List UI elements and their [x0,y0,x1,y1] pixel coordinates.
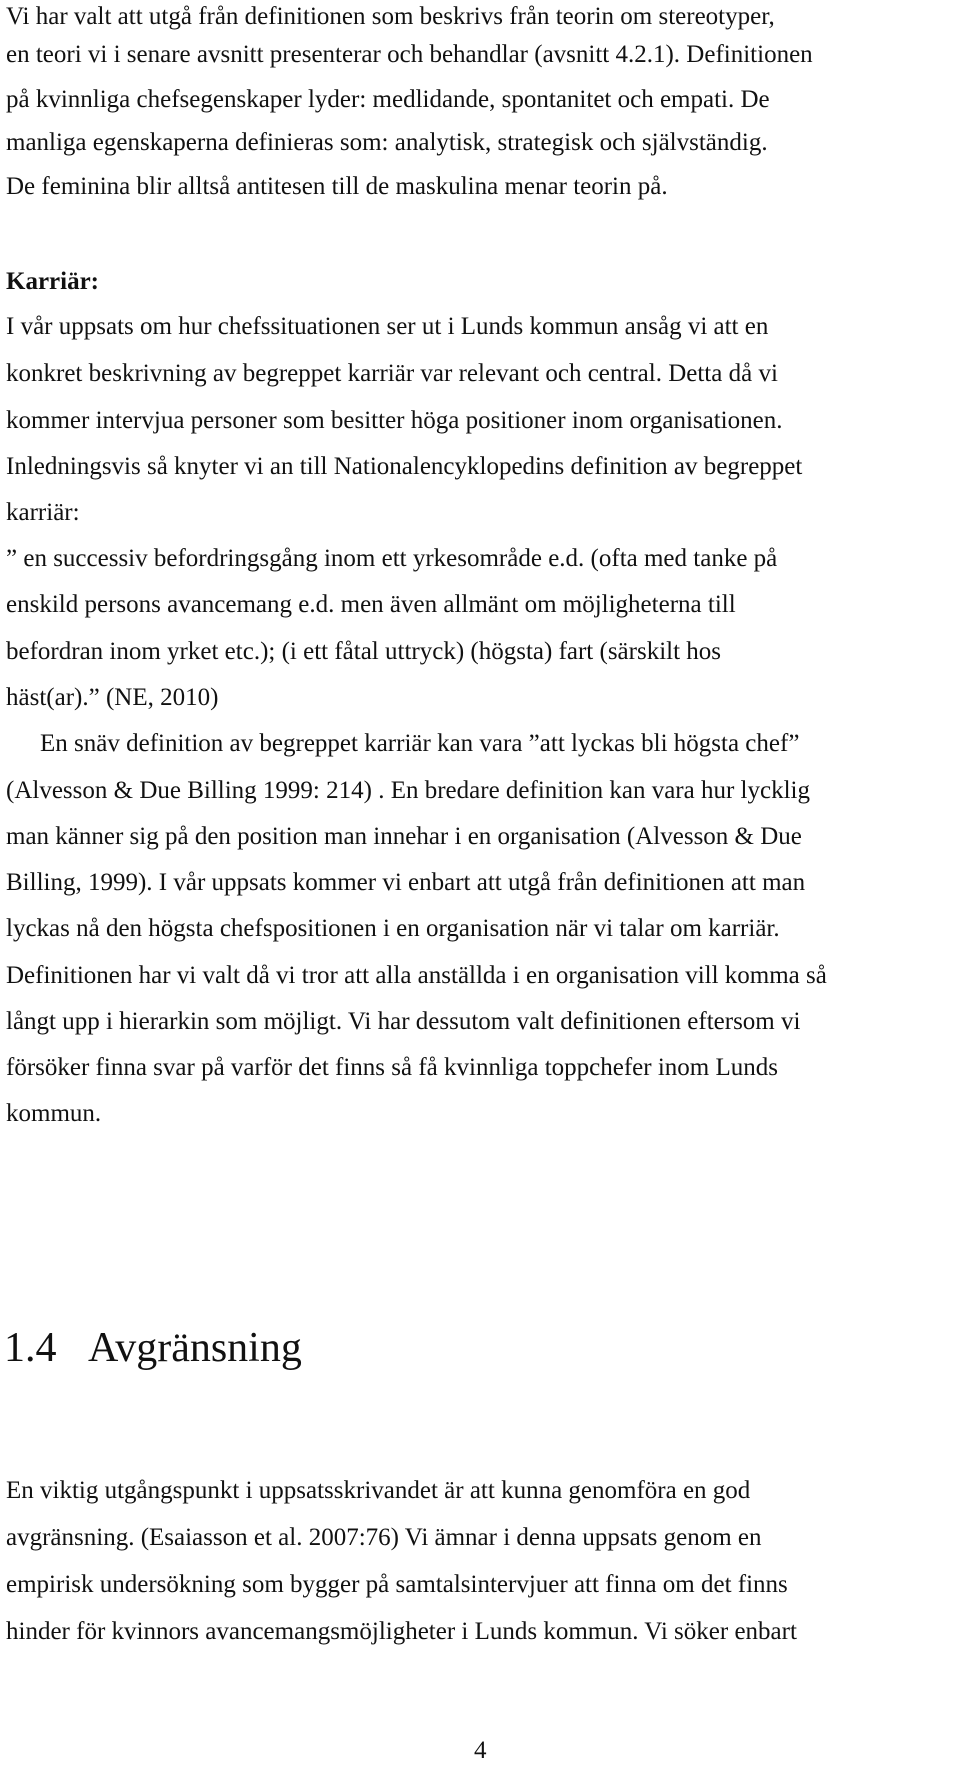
text-line: karriär: [6,499,80,526]
text-line: Inledningsvis så knyter vi an till Nationalencyklopedins definition av begreppet [6,453,803,480]
text-line: De feminina blir alltså antitesen till de maskulina menar teorin på. [6,173,668,200]
karriar-heading: Karriär: [6,268,100,295]
text-line: kommer intervjua personer som besitter höga positioner inom organisationen. [6,407,783,434]
text-line: (Alvesson & Due Billing 1999: 214) . En bredare definition kan vara hur lycklig [6,777,810,804]
quote-line: enskild persons avancemang e.d. men även allmänt om möjligheterna till [6,591,736,618]
text-line: manliga egenskaperna definieras som: analytisk, strategisk och självständig. [6,129,768,156]
text-line: långt upp i hierarkin som möjligt. Vi har dessutom valt definitionen eftersom vi [6,1008,801,1035]
text-line: Vi har valt att utgå från definitionen som beskrivs från teorin om stereotyper, [6,3,775,30]
quote-line: ” en successiv befordringsgång inom ett yrkesområde e.d. (ofta med tanke på [6,545,778,572]
section-heading [4,1323,302,1373]
text-line: empirisk undersökning som bygger på samtalsintervjuer att finna om det finns [6,1571,788,1598]
quote-line: häst(ar).” (NE, 2010) [6,684,219,711]
text-line: I vår uppsats om hur chefssituationen ser ut i Lunds kommun ansåg vi att en [6,313,769,340]
text-line: på kvinnliga chefsegenskaper lyder: medlidande, spontanitet och empati. De [6,86,770,113]
text-line: Definitionen har vi valt då vi tror att alla anställda i en organisation vill komma så [6,962,827,989]
quote-line: befordran inom yrket etc.); (i ett fåtal uttryck) (högsta) fart (särskilt hos [6,638,722,665]
page-number: 4 [474,1737,487,1764]
text-line: försöker finna svar på varför det finns så få kvinnliga toppchefer inom Lunds [6,1054,778,1081]
text-line: konkret beskrivning av begreppet karriär var relevant och central. Detta då vi [6,360,778,387]
text-line: En viktig utgångspunkt i uppsatsskrivandet är att kunna genomföra en god [6,1477,751,1504]
section-number: 1.4 [4,1325,57,1371]
section-title: Avgränsning [88,1325,302,1371]
text-line: en teori vi i senare avsnitt presenterar och behandlar (avsnitt 4.2.1). Definitionen [6,41,813,68]
text-line: man känner sig på den position man innehar i en organisation (Alvesson & Due [6,823,802,850]
text-line: hinder för kvinnors avancemangsmöjligheter i Lunds kommun. Vi söker enbart [6,1618,797,1645]
text-line: lyckas nå den högsta chefspositionen i en organisation när vi talar om karriär. [6,915,780,942]
text-line: Billing, 1999). I vår uppsats kommer vi enbart att utgå från definitionen att man [6,869,806,896]
text-line: avgränsning. (Esaiasson et al. 2007:76) Vi ämnar i denna uppsats genom en [6,1524,762,1551]
text-line: En snäv definition av begreppet karriär kan vara ”att lyckas bli högsta chef” [40,730,800,757]
text-line: kommun. [6,1100,102,1127]
